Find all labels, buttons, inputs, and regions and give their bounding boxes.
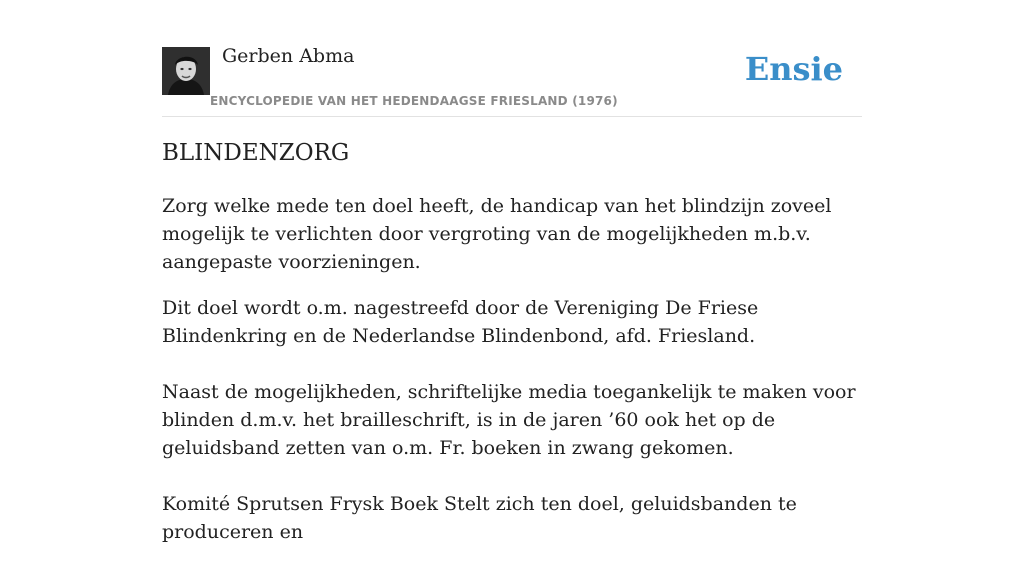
author-avatar[interactable] xyxy=(162,47,210,95)
source-title[interactable]: ENCYCLOPEDIE VAN HET HEDENDAAGSE FRIESLAND (1976) xyxy=(210,94,618,108)
author-name[interactable]: Gerben Abma xyxy=(222,45,355,67)
article-body xyxy=(162,192,867,564)
page-header xyxy=(162,44,862,117)
author-portrait-icon xyxy=(162,47,210,95)
article-paragraph: Zorg welke mede ten doel heeft, de handicap van het blindzijn zoveel mogelijk te verlichten door vergroting van de mogelijkheden m.b.v. aangepaste voorzieningen. xyxy=(162,195,832,273)
article-paragraph: Dit doel wordt o.m. nagestreefd door de Vereniging De Friese Blindenkring en de Nederlandse Blindenbond, afd. Friesland. xyxy=(162,297,759,347)
brand-logo[interactable]: Ensie xyxy=(744,50,843,88)
article-paragraph: Komité Sprutsen Frysk Boek Stelt zich ten doel, geluidsbanden te produceren en xyxy=(162,493,797,543)
article-paragraph: Naast de mogelijkheden, schriftelijke media toegankelijk te maken voor blinden d.m.v. het brailleschrift, is in de jaren ’60 ook het op de geluidsband zetten van o.m. Fr. boeken in zwang gekomen. xyxy=(162,381,856,459)
article-title: BLINDENZORG xyxy=(162,140,350,166)
